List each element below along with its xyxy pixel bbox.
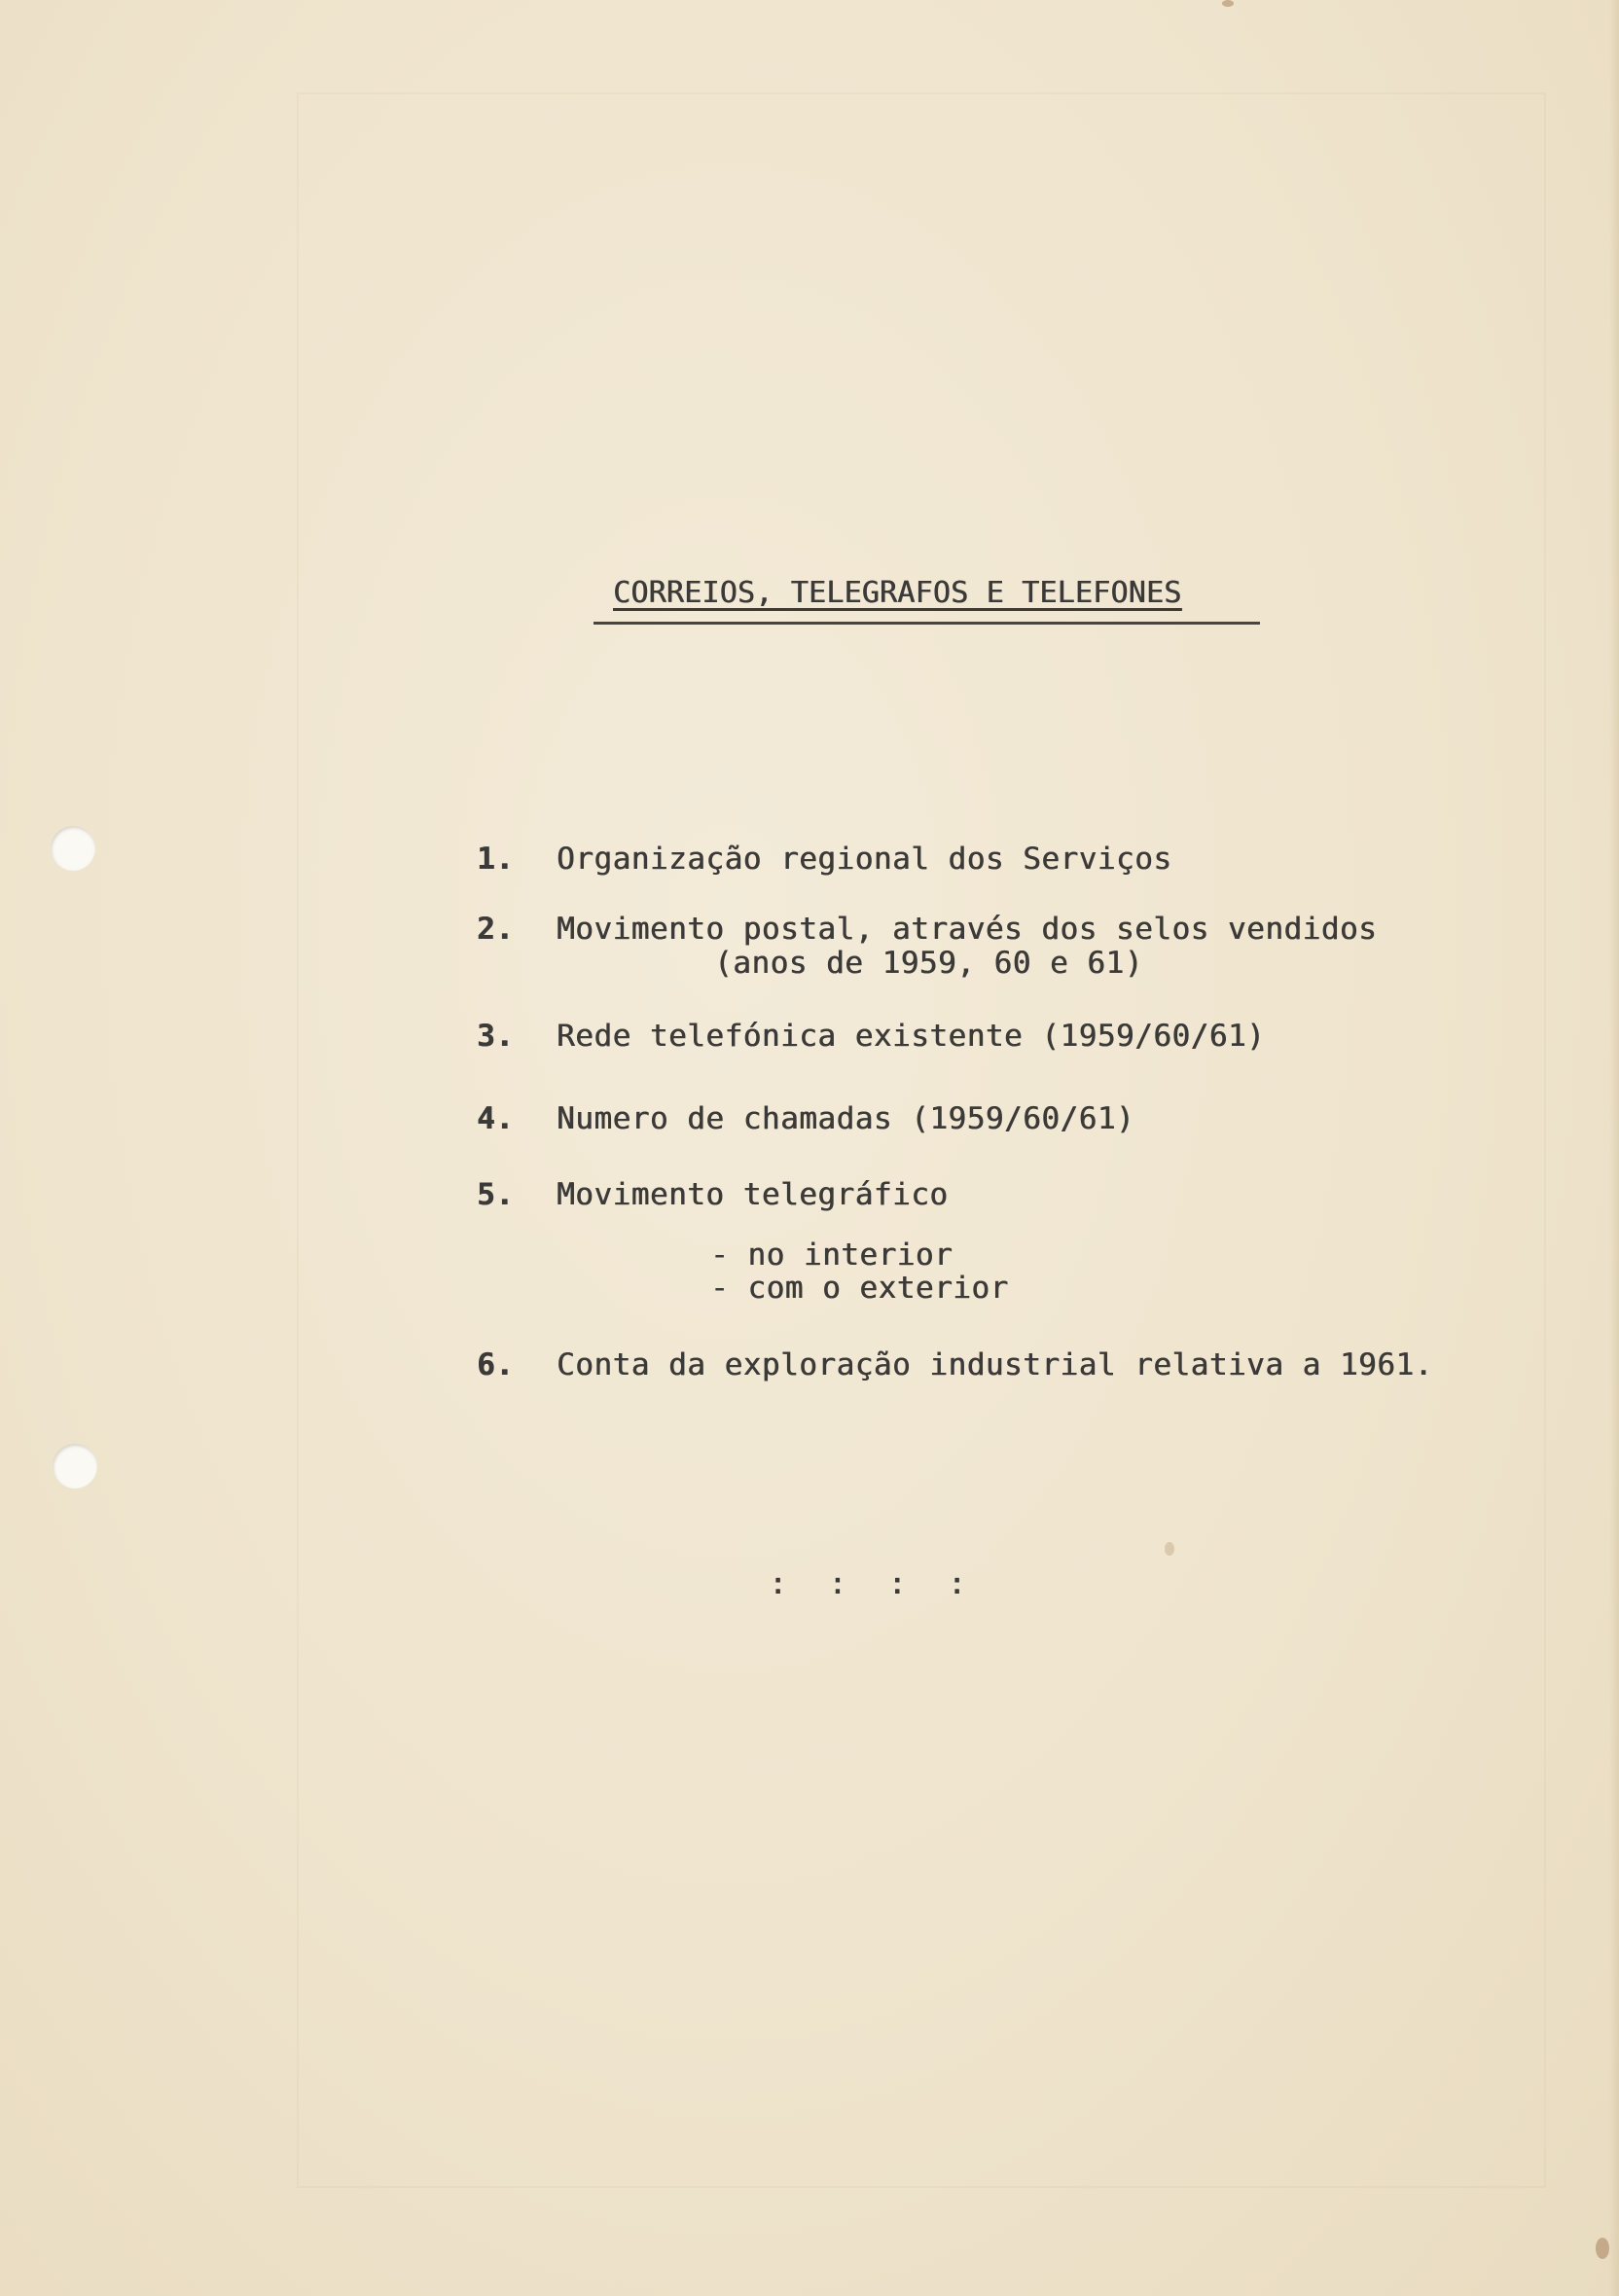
item-number: 4. xyxy=(477,1101,515,1136)
item-text: Organização regional dos Serviços xyxy=(557,842,1172,877)
item-number: 5. xyxy=(477,1177,515,1212)
item-text: Movimento telegráfico xyxy=(557,1177,949,1212)
sub-item: - com o exterior xyxy=(710,1271,1009,1306)
item-text: Conta da exploração industrial relativa a 1961. xyxy=(557,1347,1433,1382)
end-mark: : : : : xyxy=(769,1566,978,1601)
item-number: 3. xyxy=(477,1019,515,1054)
punch-hole-top xyxy=(51,826,95,871)
paper-speck xyxy=(1165,1542,1174,1556)
item-number: 1. xyxy=(477,842,515,877)
title-underline xyxy=(594,622,1260,625)
paper-speck xyxy=(1596,2238,1609,2259)
item-text: Movimento postal, através dos selos vendidos xyxy=(557,912,1378,947)
paper-speck xyxy=(1222,0,1234,7)
item-text: Rede telefónica existente (1959/60/61) xyxy=(557,1019,1266,1054)
sub-item: - no interior xyxy=(710,1238,953,1273)
item-number: 2. xyxy=(477,912,515,947)
page-edge xyxy=(1609,0,1619,2296)
item-continuation: (anos de 1959, 60 e 61) xyxy=(714,946,1143,981)
item-number: 6. xyxy=(477,1347,515,1382)
item-text: Numero de chamadas (1959/60/61) xyxy=(557,1101,1135,1136)
document-title: CORREIOS, TELEGRAFOS E TELEFONES xyxy=(613,576,1182,610)
punch-hole-bottom xyxy=(53,1444,97,1489)
